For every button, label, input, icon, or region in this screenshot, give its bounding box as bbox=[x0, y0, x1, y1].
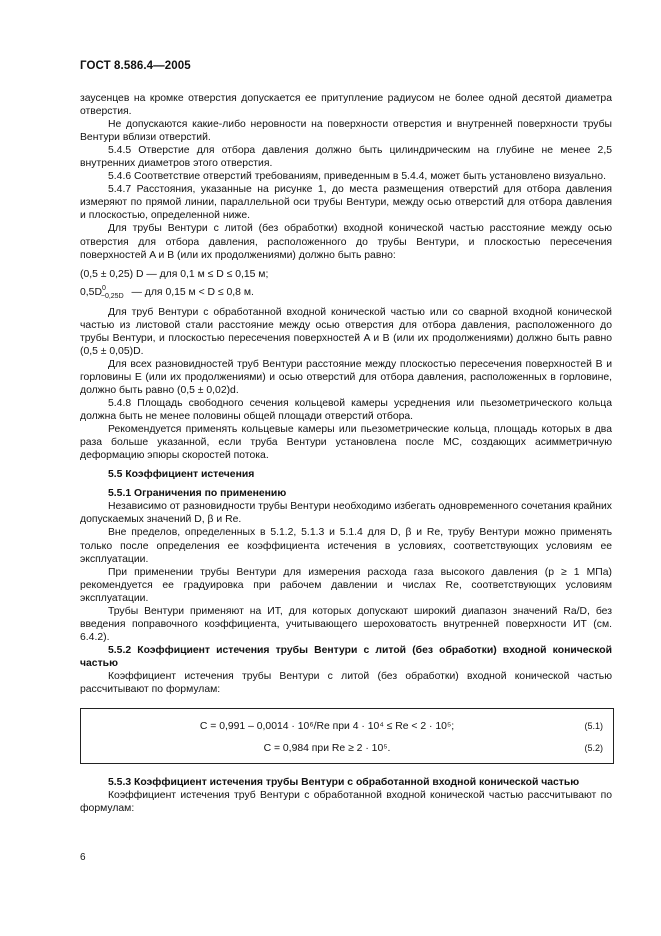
distance-formula-1: (0,5 ± 0,25) D — для 0,1 м ≤ D ≤ 0,15 м; bbox=[80, 268, 269, 280]
formula-condition: — для 0,15 м < D ≤ 0,8 м. bbox=[128, 286, 254, 298]
formula-subscript: −0,25D bbox=[100, 292, 124, 300]
equation-text: C = 0,984 при Re ≥ 2 · 10⁵. bbox=[263, 742, 391, 754]
equation-row bbox=[91, 715, 603, 737]
clause-5-4-6: 5.4.6 Соответствие отверстий требованиям, приведенным в 5.4.4, может быть установлено визуально. bbox=[108, 171, 606, 183]
paragraph: Вне пределов, определенных в 5.1.2, 5.1.3 и 5.1.4 для D, β и Re, трубу Вентури можно применять только после определения ее коэффициента истечения в условиях, соответствующих условиям ее эксплуатации. bbox=[80, 527, 612, 565]
page-number: 6 bbox=[80, 852, 86, 863]
paragraph: Для труб Вентури с обработанной входной конической частью или со сварной входной конической частью из листовой стали расстояние между осью отверстия для отбора давления, расположенного до трубы Вентури, и плоскостью пересечения поверхностей A и B (или их продолжениями) должно быть равно (0,5 ± 0,05)D. bbox=[80, 306, 612, 357]
section-heading-5-5-2: 5.5.2 Коэффициент истечения трубы Вентури с литой (без обработки) входной конической частью bbox=[80, 644, 612, 669]
clause-5-4-5: 5.4.5 Отверстие для отбора давления должно быть цилиндрическим на глубине не менее 2,5 внутренних диаметров этого отверстия. bbox=[80, 145, 612, 170]
paragraph: Коэффициент истечения труб Вентури с обработанной входной конической частью рассчитывают по формулам: bbox=[80, 790, 612, 815]
paragraph: Рекомендуется применять кольцевые камеры или пьезометрические кольца, площадь которых в два раза больше указанной, если труба Вентури установлена после МС, создающих асимметричную деформацию эпюры скоростей потока. bbox=[80, 424, 612, 462]
paragraph: Для всех разновидностей труб Вентури расстояние между плоскостью пересечения поверхностей B и горловины E (или их продолжениями) и осью отверстий для отбора давления, расположенных в горловине, должно быть равно (0,5 ± 0,02)d. bbox=[80, 358, 612, 396]
equation-box bbox=[80, 708, 614, 764]
paragraph: Не допускаются какие-либо неровности на поверхности отверстия и внутренней поверхности трубы Вентури вблизи отверстий. bbox=[80, 119, 612, 144]
clause-5-4-8: 5.4.8 Площадь свободного сечения кольцевой камеры усреднения или пьезометрического кольца должна быть не менее половины общей площади отверстий отбора. bbox=[80, 398, 612, 423]
equation-number: (5.2) bbox=[584, 742, 603, 753]
paragraph: заусенцев на кромке отверстия допускается ее притупление радиусом не более одной десятой диаметра отверстия. bbox=[80, 93, 612, 118]
equation-text: C = 0,991 – 0,0014 · 10⁶/Re при 4 · 10⁴ ≤ Re < 2 · 10⁵; bbox=[199, 720, 455, 732]
document-header: ГОСТ 8.586.4—2005 bbox=[80, 60, 191, 72]
equation-row bbox=[91, 737, 603, 759]
clause-5-4-7: 5.4.7 Расстояния, указанные на рисунке 1, до места размещения отверстий для отбора давления измеряют по прямой линии, параллельной оси трубы Вентури, между осью отверстий для отбора давления и плоскостью, определенной ниже. bbox=[80, 184, 612, 222]
formula-main: 0,5D bbox=[80, 286, 102, 298]
distance-formula-2 bbox=[80, 286, 612, 300]
formula-superscript: 0 bbox=[101, 284, 106, 292]
paragraph: Для трубы Вентури с литой (без обработки) входной конической частью расстояние между осью отверстия для отбора давления, расположенного до трубы Вентури, и плоскостью пересечения поверхностей A и B (или их продолжениями) должно быть равно: bbox=[80, 223, 612, 261]
paragraph: Трубы Вентури применяют на ИТ, для которых допускают широкий диапазон значений Ra/D, без введения поправочного коэффициента, учитывающего шероховатость внутренней поверхности ИТ (см. 6.4.2). bbox=[80, 605, 612, 643]
section-heading-5-5: 5.5 Коэффициент истечения bbox=[108, 469, 255, 481]
paragraph: При применении трубы Вентури для измерения расхода газа высокого давления (p ≥ 1 МПа) рекомендуется ее градуировка при рабочем давлении и числах Re, соответствующих условиям эксплуатации. bbox=[80, 566, 612, 604]
section-heading-5-5-1: 5.5.1 Ограничения по применению bbox=[108, 488, 287, 500]
paragraph: Независимо от разновидности трубы Вентури необходимо избегать одновременного сочетания крайних допускаемых значений D, β и Re. bbox=[80, 501, 612, 526]
document-body bbox=[80, 92, 612, 815]
paragraph: Коэффициент истечения трубы Вентури с литой (без обработки) входной конической частью рассчитывают по формулам: bbox=[80, 670, 612, 696]
equation-number: (5.1) bbox=[584, 720, 603, 731]
section-heading-5-5-3: 5.5.3 Коэффициент истечения трубы Вентури с обработанной входной конической частью bbox=[108, 777, 580, 789]
